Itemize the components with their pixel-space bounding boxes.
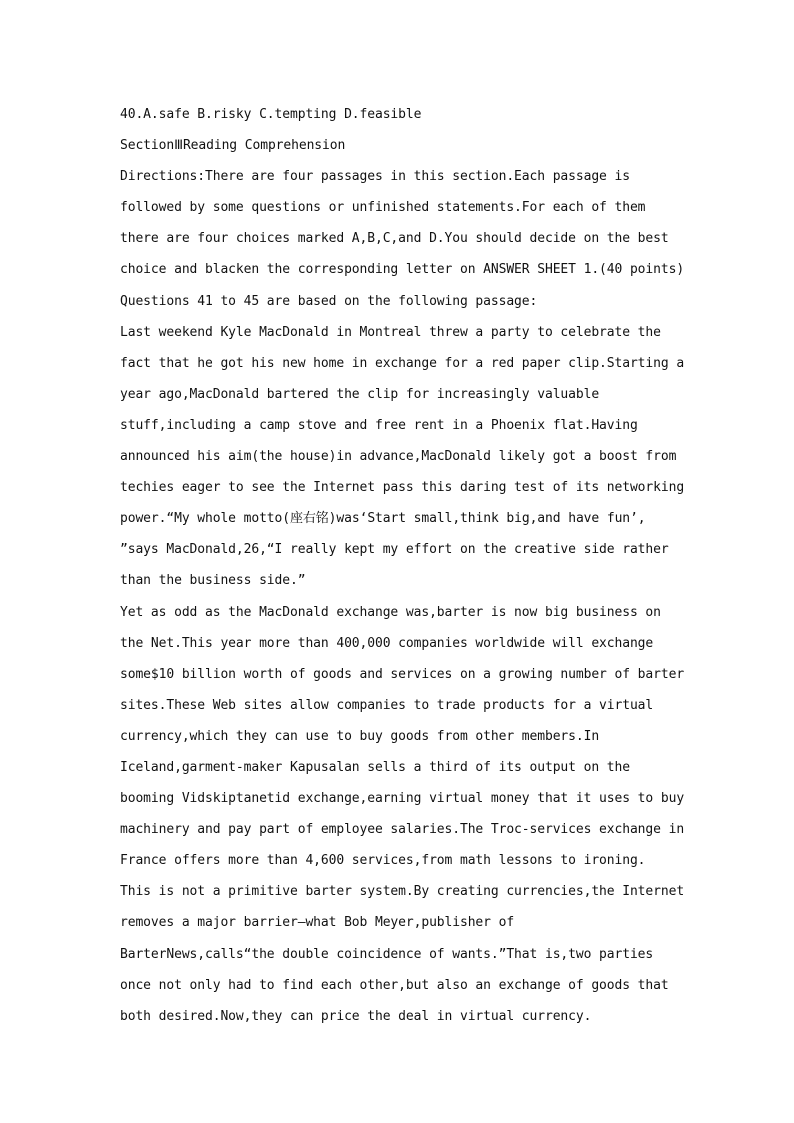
passage-line: Iceland,garment-maker Kapusalan sells a third of its output on the [120, 759, 630, 775]
passage-intro: Questions 41 to 45 are based on the following passage: [120, 293, 538, 309]
passage-line: removes a major barrier—what Bob Meyer,publisher of [120, 915, 515, 931]
passage-line: once not only had to find each other,but also an exchange of goods that [120, 977, 669, 993]
passage-line: some$10 billion worth of goods and services on a growing number of barter [120, 666, 685, 682]
passage-line: Last weekend Kyle MacDonald in Montreal threw a party to celebrate the [120, 324, 661, 340]
passage-line: booming Vidskiptanetid exchange,earning virtual money that it uses to buy [120, 791, 685, 807]
passage-line: than the business side.” [120, 573, 306, 589]
directions-line: there are four choices marked A,B,C,and D.You should decide on the best [120, 231, 669, 247]
passage-line: the Net.This year more than 400,000 companies worldwide will exchange [120, 635, 654, 651]
passage-line: BarterNews,calls“the double coincidence of wants.”That is,two parties [120, 946, 654, 962]
passage-line: currency,which they can use to buy goods from other members.In [120, 728, 600, 744]
passage-line: ”says MacDonald,26,“I really kept my effort on the creative side rather [120, 542, 669, 558]
passage-line: machinery and pay part of employee salaries.The Troc-services exchange in [120, 822, 685, 838]
passage-line: power.“My whole motto(座右铭)was‘Start small,think big,and have fun’, [120, 511, 646, 527]
question-40-options: 40.A.safe B.risky C.tempting D.feasible [120, 107, 422, 122]
passage-line: France offers more than 4,600 services,from math lessons to ironing. [120, 853, 646, 869]
passage-line: announced his aim(the house)in advance,MacDonald likely got a boost from [120, 449, 677, 465]
passage-line: fact that he got his new home in exchange for a red paper clip.Starting a [120, 355, 685, 371]
directions-line: followed by some questions or unfinished statements.For each of them [120, 200, 646, 216]
directions-line: Directions:There are four passages in this section.Each passage is [120, 169, 630, 185]
passage-line: Yet as odd as the MacDonald exchange was,barter is now big business on [120, 604, 661, 620]
section-heading: SectionⅢReading Comprehension [120, 138, 346, 154]
passage-line: techies eager to see the Internet pass this daring test of its networking [120, 480, 685, 496]
passage-line: This is not a primitive barter system.By creating currencies,the Internet [120, 884, 685, 900]
text-body [120, 99, 685, 1032]
passage-line: year ago,MacDonald bartered the clip for increasingly valuable [120, 386, 600, 402]
passage-line: both desired.Now,they can price the deal in virtual currency. [120, 1008, 592, 1024]
directions-line: choice and blacken the corresponding letter on ANSWER SHEET 1.(40 points) [120, 262, 685, 278]
passage-line: sites.These Web sites allow companies to trade products for a virtual [120, 697, 654, 713]
passage-line: stuff,including a camp stove and free rent in a Phoenix flat.Having [120, 417, 638, 433]
